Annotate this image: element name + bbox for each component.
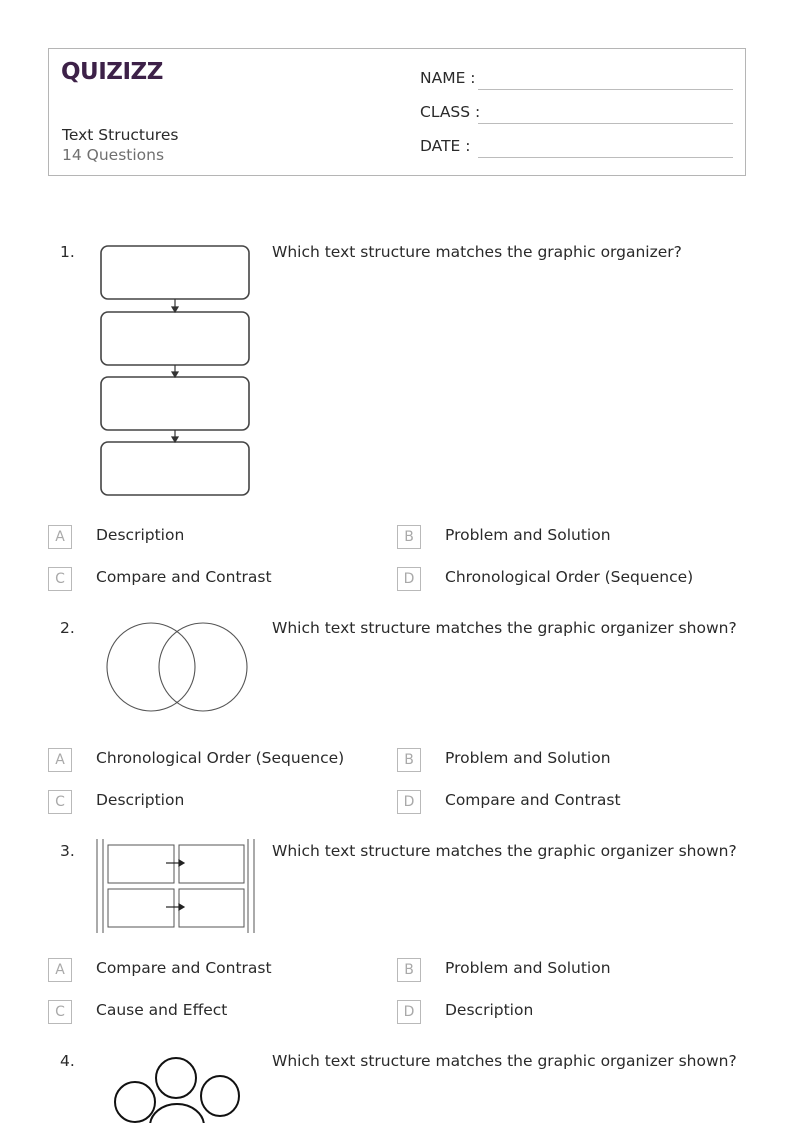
option-letter: C (48, 790, 72, 814)
option-letter: B (397, 748, 421, 772)
date-line[interactable] (478, 157, 733, 158)
option-letter: A (48, 525, 72, 549)
question-3-number: 3. (60, 842, 75, 860)
question-1-text: Which text structure matches the graphic organizer? (272, 243, 682, 261)
option-letter: D (397, 567, 421, 591)
flowchart-box-4 (101, 442, 249, 495)
venn-diagram-figure (104, 620, 252, 715)
option-text: Description (96, 791, 185, 809)
option-letter: C (48, 567, 72, 591)
web-circle-center (150, 1104, 204, 1123)
class-line[interactable] (478, 123, 733, 124)
option-text: Chronological Order (Sequence) (445, 568, 694, 586)
flowchart-box-1 (101, 246, 249, 299)
name-line[interactable] (478, 89, 733, 90)
option-letter: A (48, 958, 72, 982)
name-label: NAME : (420, 69, 476, 87)
web-circle-right (201, 1076, 239, 1116)
arrow-right-icon (179, 904, 184, 910)
web-circle-top (156, 1058, 196, 1098)
arrow-right-icon (179, 860, 184, 866)
flowchart-box-2 (101, 312, 249, 365)
cause-effect-figure (95, 838, 257, 934)
cause-box-1 (108, 845, 174, 883)
question-count: 14 Questions (62, 146, 165, 164)
sequence-flowchart-figure (98, 244, 252, 498)
venn-right-circle (159, 623, 247, 711)
effect-box-1 (179, 845, 244, 883)
question-2-number: 2. (60, 619, 75, 637)
option-text: Problem and Solution (445, 749, 611, 767)
option-letter: B (397, 525, 421, 549)
option-text: Description (96, 526, 185, 544)
question-1-number: 1. (60, 243, 75, 261)
question-3-text: Which text structure matches the graphic organizer shown? (272, 842, 737, 860)
option-text: Description (445, 1001, 534, 1019)
option-text: Compare and Contrast (445, 791, 621, 809)
quizizz-logo: QUIZIZZ (61, 59, 163, 85)
worksheet-header (48, 48, 746, 176)
option-letter: D (397, 1000, 421, 1024)
effect-box-2 (179, 889, 244, 927)
option-text: Problem and Solution (445, 959, 611, 977)
web-diagram-figure (110, 1054, 245, 1123)
option-letter: C (48, 1000, 72, 1024)
question-2-text: Which text structure matches the graphic organizer shown? (272, 619, 737, 637)
web-circle-left (115, 1082, 155, 1122)
option-text: Compare and Contrast (96, 959, 272, 977)
question-4-text: Which text structure matches the graphic organizer shown? (272, 1052, 737, 1070)
flowchart-box-3 (101, 377, 249, 430)
option-text: Compare and Contrast (96, 568, 272, 586)
venn-left-circle (107, 623, 195, 711)
option-text: Chronological Order (Sequence) (96, 749, 345, 767)
option-letter: B (397, 958, 421, 982)
date-label: DATE : (420, 137, 471, 155)
option-text: Cause and Effect (96, 1001, 228, 1019)
class-label: CLASS : (420, 103, 481, 121)
option-text: Problem and Solution (445, 526, 611, 544)
option-letter: D (397, 790, 421, 814)
cause-box-2 (108, 889, 174, 927)
worksheet-title: Text Structures (62, 126, 179, 144)
option-letter: A (48, 748, 72, 772)
question-4-number: 4. (60, 1052, 75, 1070)
